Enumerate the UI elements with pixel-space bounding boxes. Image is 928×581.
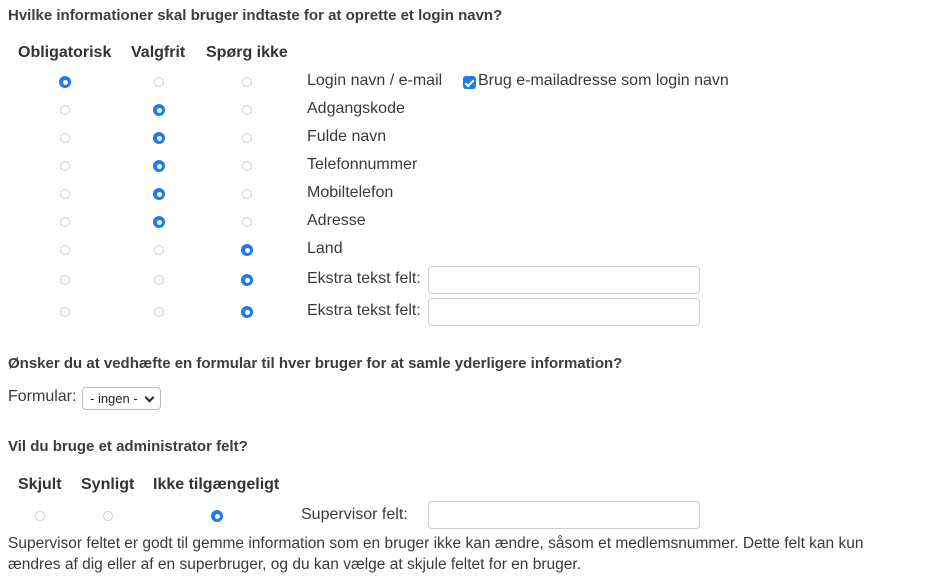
field-label: Telefonnummer xyxy=(307,156,418,173)
column-header-ikke-tilgaengeligt: Ikke tilgængeligt xyxy=(153,476,280,493)
row-3-radio-sporg-ikke[interactable] xyxy=(242,161,252,171)
supervisor-field-label: Supervisor felt: xyxy=(301,506,408,523)
use-email-checkbox[interactable] xyxy=(463,76,476,89)
row-6-radio-obligatorisk[interactable] xyxy=(60,245,70,255)
row-3-radio-valgfrit[interactable] xyxy=(153,160,165,172)
supervisor-field-input[interactable] xyxy=(428,501,700,529)
extra-text-field-input[interactable] xyxy=(428,298,700,326)
row-7-radio-obligatorisk[interactable] xyxy=(60,275,70,285)
row-5-radio-obligatorisk[interactable] xyxy=(60,217,70,227)
field-label: Adresse xyxy=(307,212,366,229)
field-label: Ekstra tekst felt: xyxy=(307,270,421,287)
form-select-value: - ingen - xyxy=(90,391,138,406)
field-label: Adgangskode xyxy=(307,100,405,117)
field-label: Ekstra tekst felt: xyxy=(307,302,421,319)
row-5-radio-sporg-ikke[interactable] xyxy=(242,217,252,227)
admin-radio-synligt[interactable] xyxy=(103,511,113,521)
row-0-radio-obligatorisk[interactable] xyxy=(59,76,71,88)
use-email-checkbox-label: Brug e-mailadresse som login navn xyxy=(478,72,729,89)
row-8-radio-valgfrit[interactable] xyxy=(154,307,164,317)
row-2-radio-sporg-ikke[interactable] xyxy=(242,133,252,143)
row-4-radio-obligatorisk[interactable] xyxy=(60,189,70,199)
row-2-radio-obligatorisk[interactable] xyxy=(60,133,70,143)
login-section-heading: Hvilke informationer skal bruger indtaste for at oprette et login navn? xyxy=(8,7,503,24)
row-4-radio-valgfrit[interactable] xyxy=(153,188,165,200)
admin-radio-skjult[interactable] xyxy=(35,511,45,521)
row-1-radio-obligatorisk[interactable] xyxy=(60,105,70,115)
row-1-radio-sporg-ikke[interactable] xyxy=(242,105,252,115)
row-4-radio-sporg-ikke[interactable] xyxy=(242,189,252,199)
form-section-heading: Ønsker du at vedhæfte en formular til hver bruger for at samle yderligere information? xyxy=(8,355,623,372)
row-3-radio-obligatorisk[interactable] xyxy=(60,161,70,171)
supervisor-description: Supervisor feltet er godt til gemme information som en bruger ikke kan ændre, såsom et medlemsnummer. Dette felt kan kun ændres af dig eller af en superbruger, og du kan vælge at skjule feltet for en bruger. xyxy=(8,535,864,573)
row-5-radio-valgfrit[interactable] xyxy=(153,216,165,228)
column-header-valgfrit: Valgfrit xyxy=(131,44,186,61)
field-label: Land xyxy=(307,240,343,257)
admin-section-heading: Vil du bruge et administrator felt? xyxy=(8,438,248,455)
row-8-radio-sporg-ikke[interactable] xyxy=(241,306,253,318)
column-header-sporg-ikke: Spørg ikke xyxy=(206,44,288,61)
row-2-radio-valgfrit[interactable] xyxy=(153,132,165,144)
field-label: Mobiltelefon xyxy=(307,184,394,201)
field-label: Fulde navn xyxy=(307,128,387,145)
row-7-radio-valgfrit[interactable] xyxy=(154,275,164,285)
row-7-radio-sporg-ikke[interactable] xyxy=(241,274,253,286)
column-header-obligatorisk: Obligatorisk xyxy=(18,44,112,61)
row-6-radio-valgfrit[interactable] xyxy=(154,245,164,255)
column-header-synligt: Synligt xyxy=(81,476,135,493)
row-6-radio-sporg-ikke[interactable] xyxy=(241,244,253,256)
admin-radio-ikke-tilgaengeligt[interactable] xyxy=(211,510,223,522)
form-select[interactable] xyxy=(82,387,161,410)
row-0-radio-sporg-ikke[interactable] xyxy=(242,77,252,87)
row-0-radio-valgfrit[interactable] xyxy=(154,77,164,87)
row-1-radio-valgfrit[interactable] xyxy=(153,104,165,116)
form-label: Formular: xyxy=(8,388,77,405)
field-label: Login navn / e-mail xyxy=(307,72,443,89)
row-8-radio-obligatorisk[interactable] xyxy=(60,307,70,317)
column-header-skjult: Skjult xyxy=(18,476,62,493)
extra-text-field-input[interactable] xyxy=(428,266,700,294)
chevron-down-icon xyxy=(144,393,154,403)
